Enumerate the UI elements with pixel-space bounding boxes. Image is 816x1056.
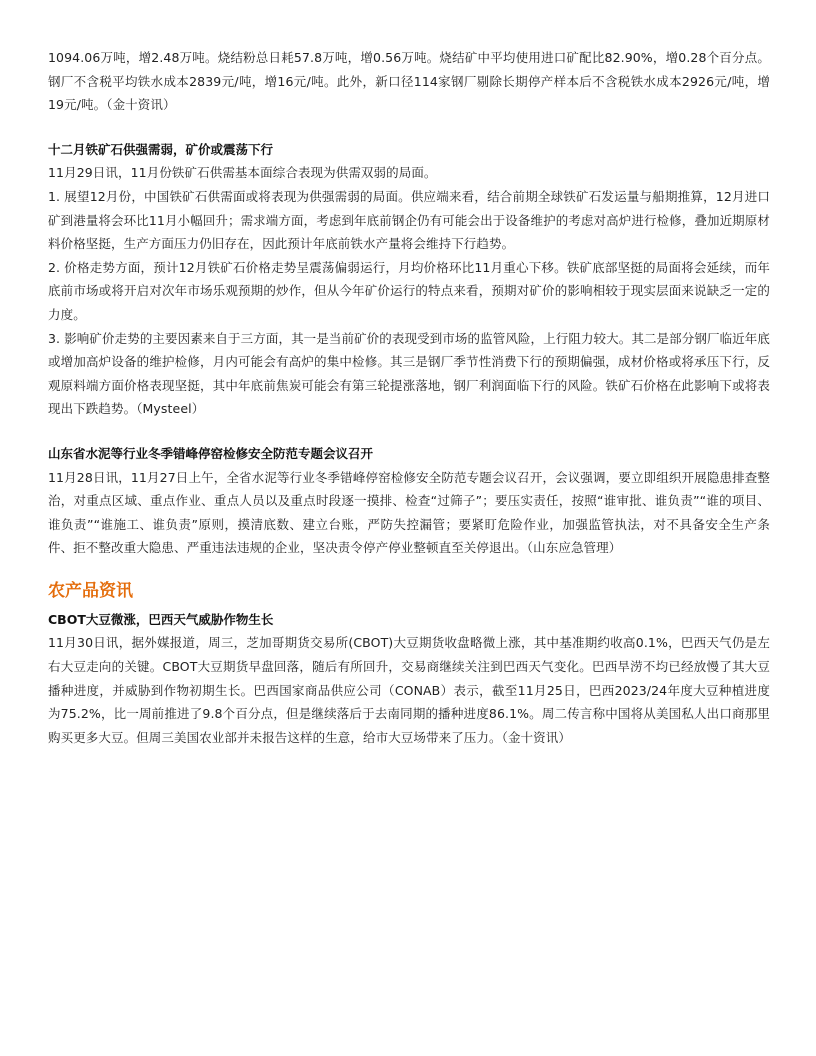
- article-soybean-headline: CBOT大豆微涨，巴西天气威胁作物生长: [48, 611, 274, 627]
- document-page: [48, 46, 770, 749]
- intro-paragraph: 1094.06万吨，增2.48万吨。烧结粉总日耗57.8万吨，增0.56万吨。烧结矿中平均使用进口矿配比82.90%，增0.28个百分点。钢厂不含税平均铁水成本2839元/吨，增16元/吨。此外，新口径114家钢厂剔除长期停产样本后不含税铁水成本2926元/吨，增19元/吨。（金十资讯）: [48, 50, 770, 113]
- spacer: [48, 560, 770, 578]
- article-cement-headline: 山东省水泥等行业冬季错峰停窑检修安全防范专题会议召开: [48, 445, 374, 461]
- spacer: [48, 421, 770, 442]
- spacer: [48, 117, 770, 138]
- article-iron-ore-headline: 十二月铁矿石供强需弱，矿价或震荡下行: [48, 141, 274, 157]
- article-cement-body: 11月28日讯，11月27日上午，全省水泥等行业冬季错峰停窑检修安全防范专题会议召开，会议强调，要立即组织开展隐患排查整治，对重点区域、重点作业、重点人员以及重点时段逐一摸排、检查“过筛子”；要压实责任，按照“谁审批、谁负责”“谁的项目、谁负责”“谁施工、谁负责”原则，摸清底数、建立台账，严防失控漏管；要紧盯危险作业，加强监管执法，对不具备安全生产条件、拒不整改重大隐患、严重违法违规的企业，坚决责令停产停业整顿直至关停退出。（山东应急管理）: [48, 469, 770, 556]
- article-iron-ore-point-2: 2. 价格走势方面，预计12月铁矿石价格走势呈震荡偏弱运行，月均价格环比11月重心下移。铁矿底部坚挺的局面将会延续，而年底前市场或将开启对次年市场乐观预期的炒作，但从今年矿价运行的特点来看，预期对矿价的影响相较于现实层面来说缺乏一定的力度。: [48, 259, 770, 322]
- article-iron-ore-point-1: 1. 展望12月份，中国铁矿石供需面或将表现为供强需弱的局面。供应端来看，结合前期全球铁矿石发运量与船期推算，12月进口矿到港量将会环比11月小幅回升；需求端方面，考虑到年底前钢企仍有可能会出于设备维护的考虑对高炉进行检修，叠加近期原材料价格坚挺，生产方面压力仍旧存在，因此预计年底前铁水产量将会维持下行趋势。: [48, 188, 770, 252]
- article-iron-ore-lead: 11月29日讯，11月份铁矿石供需基本面综合表现为供需双弱的局面。: [48, 165, 437, 181]
- section-title-agri: 农产品资讯: [48, 580, 133, 601]
- article-iron-ore-point-3: 3. 影响矿价走势的主要因素来自于三方面，其一是当前矿价的表现受到市场的监管风险，上行阻力较大。其二是部分钢厂临近年底或增加高炉设备的维护检修，月内可能会有高炉的集中检修。其三是钢厂季节性消费下行的预期偏强，成材价格或将承压下行，反观原料端方面价格表现坚挺，其中年底前焦炭可能会有第三轮提涨落地，钢厂利润面临下行的风险。铁矿石价格在此影响下或将表现出下跌趋势。（Mysteel）: [48, 330, 770, 417]
- article-soybean-body: 11月30日讯，据外媒报道，周三，芝加哥期货交易所(CBOT)大豆期货收盘略微上涨，其中基准期约收高0.1%，巴西天气仍是左右大豆走向的关键。CBOT大豆期货早盘回落，随后有所回升，交易商继续关注到巴西天气变化。巴西旱涝不均已经放慢了其大豆播种进度，并威胁到作物初期生长。巴西国家商品供应公司（CONAB）表示，截至11月25日，巴西2023/24年度大豆种植进度为75.2%，比一周前推进了9.8个百分点，但是继续落后于去南同期的播种进度86.1%。周二传言称中国将从美国私人出口商那里购买更多大豆。但周三美国农业部并未报告这样的生意，给市大豆场带来了压力。（金十资讯）: [48, 635, 770, 745]
